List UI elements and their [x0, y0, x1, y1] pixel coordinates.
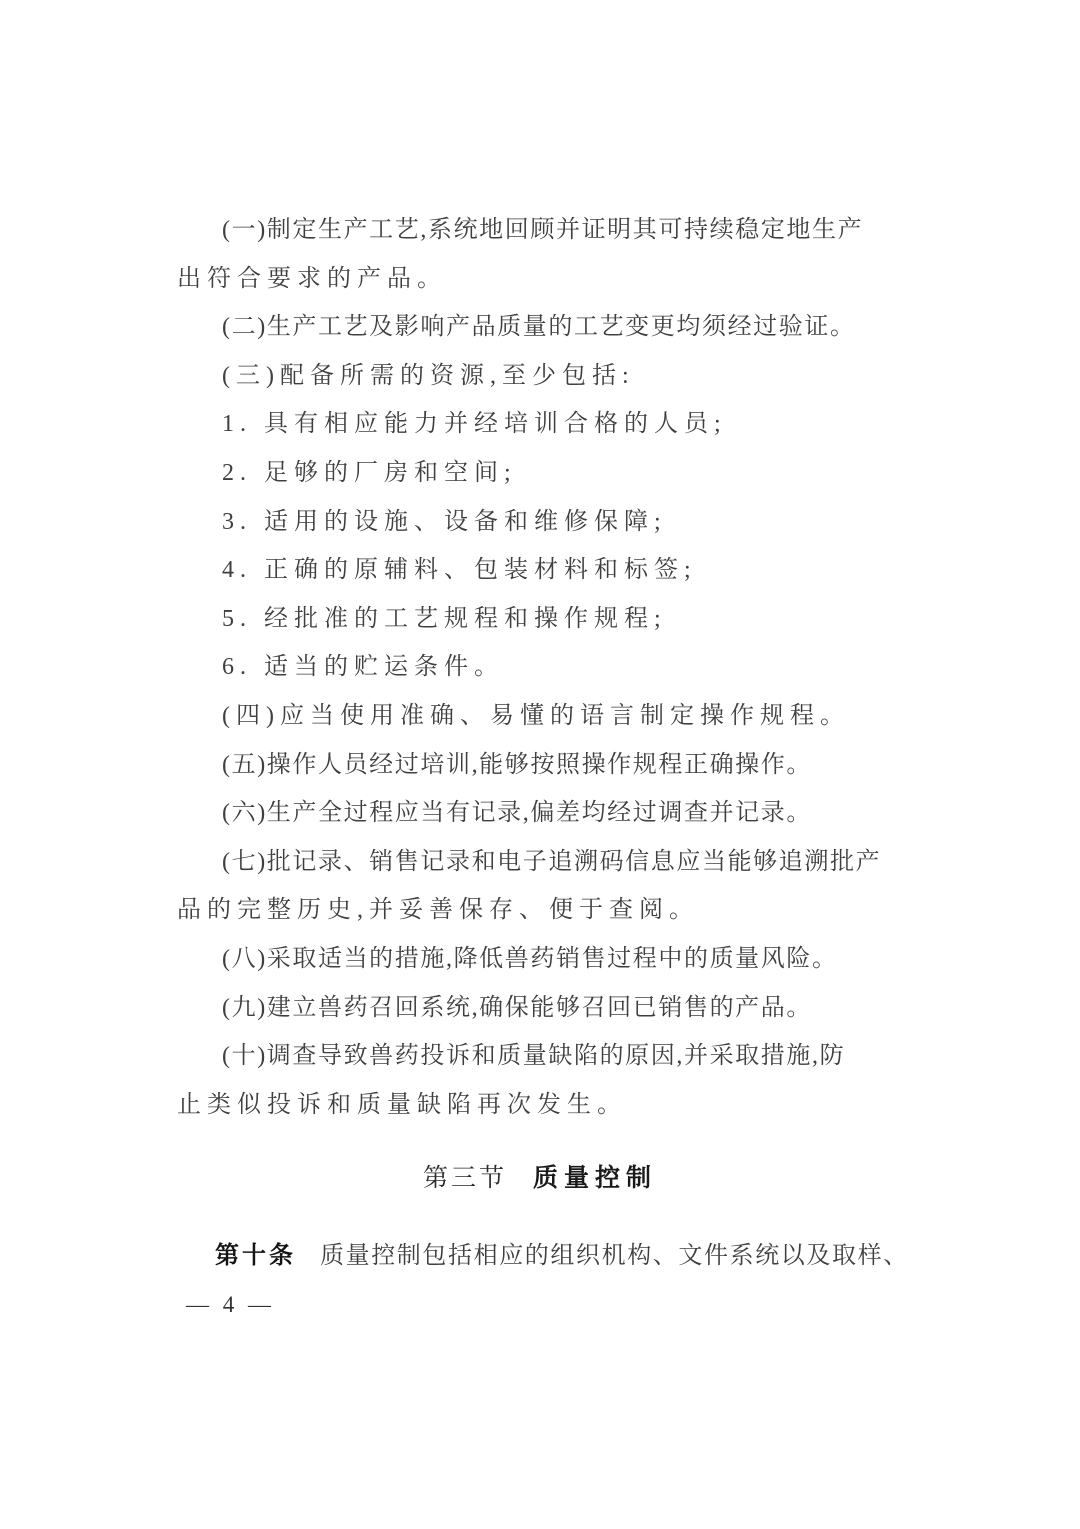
text-line: 3. 适用的设施、设备和维修保障; [222, 508, 667, 535]
section-title: 质量控制 [533, 1165, 658, 1192]
text-line: 5. 经批准的工艺规程和操作规程; [222, 605, 667, 632]
text-line: 2. 足够的厂房和空间; [222, 459, 517, 486]
text-line: (二)生产工艺及影响产品质量的工艺变更均须经过验证。 [222, 314, 856, 341]
article-text: 质量控制包括相应的组织机构、文件系统以及取样、 [320, 1243, 909, 1269]
section-number: 第三节 [422, 1165, 507, 1192]
text-line: 止类似投诉和质量缺陷再次发生。 [177, 1091, 627, 1118]
article-number: 第十条 [215, 1243, 296, 1269]
text-line: (九)建立兽药召回系统,确保能够召回已销售的产品。 [222, 994, 812, 1021]
text-line: (六)生产全过程应当有记录,偏差均经过调查并记录。 [222, 800, 812, 827]
text-line: (五)操作人员经过培训,能够按照操作规程正确操作。 [222, 751, 812, 778]
text-line: 6. 适当的贮运条件。 [222, 654, 504, 681]
text-line: (十)调查导致兽药投诉和质量缺陷的原因,并采取措施,防 [222, 1043, 846, 1070]
text-line: 品的完整历史,并妥善保存、便于查阅。 [177, 897, 699, 924]
text-line: 4. 正确的原辅料、包装材料和标签; [222, 557, 697, 584]
section-heading [0, 1155, 1080, 1203]
article-paragraph [177, 1232, 995, 1280]
text-line: (三)配备所需的资源,至少包括: [222, 362, 635, 389]
page-number: — 4 — [186, 1292, 275, 1317]
text-line: (八)采取适当的措施,降低兽药销售过程中的质量风险。 [222, 945, 838, 972]
text-line: (一)制定生产工艺,系统地回顾并证明其可持续稳定地生产 [222, 217, 864, 243]
text-line: (四)应当使用准确、易懂的语言制定操作规程。 [222, 702, 850, 729]
text-line: (七)批记录、销售记录和电子追溯码信息应当能够追溯批产 [222, 848, 882, 875]
text-line: 出符合要求的产品。 [177, 265, 447, 292]
text-line: 1. 具有相应能力并经培训合格的人员; [222, 411, 727, 438]
body-text-block [177, 206, 917, 1129]
